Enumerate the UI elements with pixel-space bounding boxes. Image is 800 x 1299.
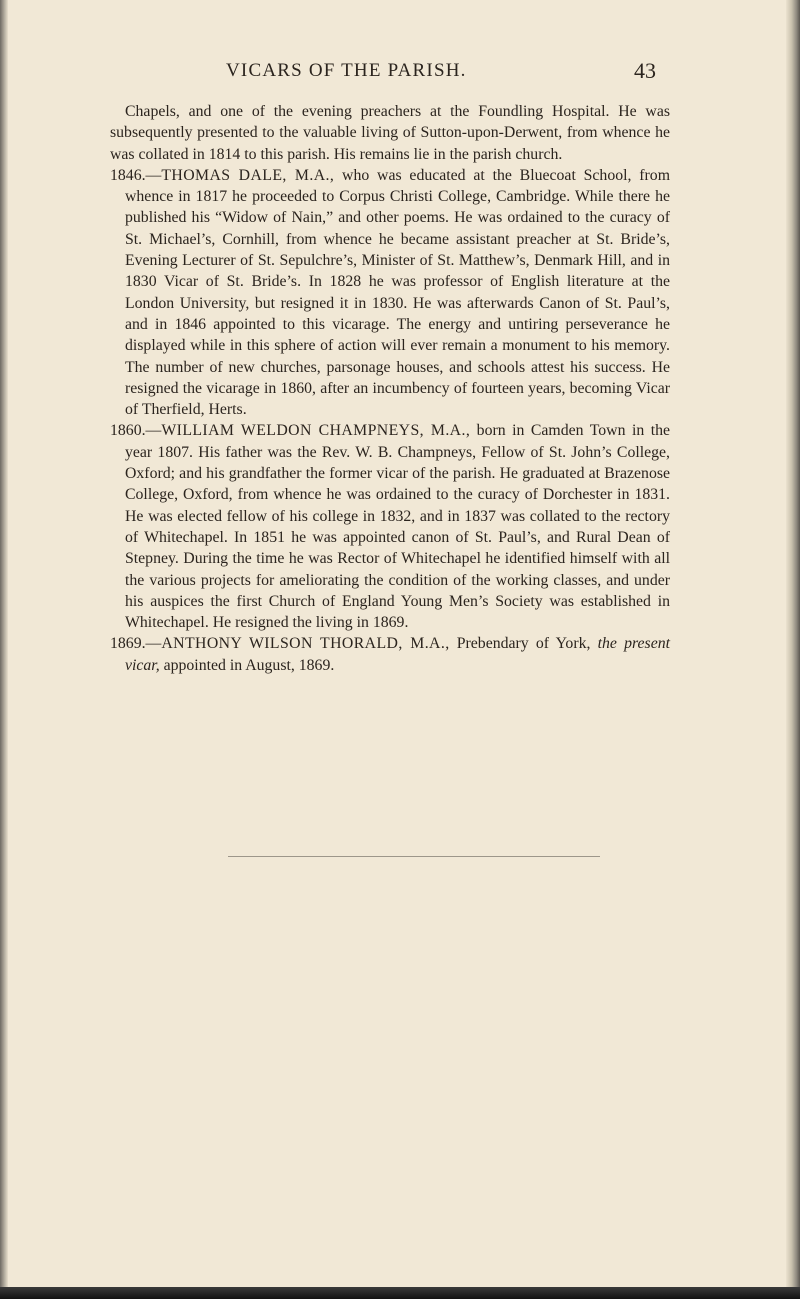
entry-tail-text: appointed in August, 1869. (159, 656, 335, 674)
running-title: VICARS OF THE PARISH. (226, 60, 467, 81)
page-right-edge-shadow (786, 0, 800, 1299)
entry-text: born in Camden Town in the year 1807. His father was the Rev. W. B. Champneys, Fellow of St. John’s College, Oxford; and his grandfather the former vicar of the parish. He graduated at Brazenose College, Oxford, from whence he was ordained to the curacy of Dorchester in 1831. He was elected fellow of his college in 1832, and in 1837 was collated to the rectory of Whitechapel. In 1851 he was appointed canon of St. Paul’s, and Rural Dean of Stepney. During the time he was Rector of Whitechapel he identified himself with all the various projects for ameliorating the condition of the working classes, and under his auspices the first Church of England Young Men’s Society was established in Whitechapel. He resigned the living in 1869. (125, 422, 671, 632)
entry-italic-text: the present vicar, (125, 635, 671, 674)
page-left-edge-shadow (0, 0, 8, 1299)
vicar-name: ANTHONY WILSON THORALD, M.A., (161, 635, 450, 653)
show-through-rule (228, 856, 600, 857)
body-text (110, 101, 670, 676)
entry-year: 1860. (110, 422, 146, 440)
page-header (110, 58, 670, 90)
page-number: 43 (634, 58, 656, 83)
vicar-entry-1860: 1860.—WILLIAM WELDON CHAMPNEYS, M.A., born in Camden Town in the year 1807. His father was the Rev. W. B. Champneys, Fellow of St. John’s College, Oxford; and his grandfather the former vicar of the parish. He graduated at Brazenose College, Oxford, from whence he was ordained to the curacy of Dorchester in 1831. He was elected fellow of his college in 1832, and in 1837 was collated to the rectory of Whitechapel. In 1851 he was appointed canon of St. Paul’s, and Rural Dean of Stepney. During the time he was Rector of Whitechapel he identified himself with all the various projects for ameliorating the condition of the working classes, and under his auspices the first Church of England Young Men’s Society was established in Whitechapel. He resigned the living in 1869. (110, 422, 671, 632)
entry-year: 1869. (110, 635, 146, 653)
entry-year: 1846. (110, 166, 146, 184)
entry-text: Prebendary of York, (449, 635, 598, 653)
page-bottom-edge (0, 1287, 800, 1299)
vicar-entry-1869: 1869.—ANTHONY WILSON THORALD, M.A., Prebendary of York, the present vicar, appointed in August, 1869. (110, 635, 671, 674)
vicar-name: WILLIAM WELDON CHAMPNEYS, M.A., (161, 422, 471, 440)
vicar-entry-1846: 1846.—THOMAS DALE, M.A., who was educated at the Bluecoat School, from whence in 1817 he proceeded to Corpus Christi College, Cambridge. While there he published his “Widow of Nain,” and other poems. He was ordained to the curacy of St. Michael’s, Cornhill, from whence he became assistant preacher at St. Bride’s, Evening Lecturer of St. Sepulchre’s, Minister of St. Matthew’s, Denmark Hill, and in 1830 Vicar of St. Bride’s. In 1828 he was professor of English literature at the London University, but resigned it in 1830. He was afterwards Canon of St. Paul’s, and in 1846 appointed to this vicarage. The energy and untiring perseverance he displayed while in this sphere of action will ever remain a monument to his memory. The number of new churches, parsonage houses, and schools attest his success. He resigned the vicarage in 1860, after an incumbency of fourteen years, becoming Vicar of Therfield, Herts. (110, 166, 670, 419)
entry-text: who was educated at the Bluecoat School, from whence in 1817 he proceeded to Corpus Christi College, Cambridge. While there he published his “Widow of Nain,” and other poems. He was ordained to the curacy of St. Michael’s, Cornhill, from whence he became assistant preacher at St. Bride’s, Evening Lecturer of St. Sepulchre’s, Minister of St. Matthew’s, Denmark Hill, and in 1830 Vicar of St. Bride’s. In 1828 he was professor of English literature at the London University, but resigned it in 1830. He was afterwards Canon of St. Paul’s, and in 1846 appointed to this vicarage. The energy and untiring perseverance he displayed while in this sphere of action will ever remain a monument to his memory. The number of new churches, parsonage houses, and schools attest his success. He resigned the vicarage in 1860, after an incumbency of fourteen years, becoming Vicar of Therfield, Herts. (125, 166, 670, 419)
vicar-name: THOMAS DALE, M.A., (161, 166, 335, 184)
continuation-paragraph: Chapels, and one of the evening preachers at the Foundling Hospital. He was subsequently presented to the valuable living of Sutton-upon-Derwent, from whence he was collated in 1814 to this parish. His remains lie in the parish church. (110, 103, 670, 163)
